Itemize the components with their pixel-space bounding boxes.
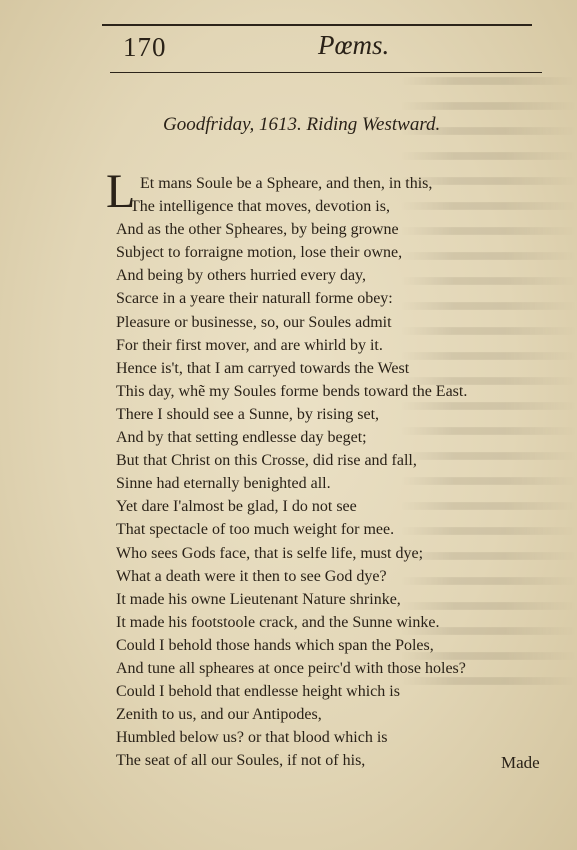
poem-line: And by that setting endlesse day beget; [116, 429, 367, 447]
poem-line: Could I behold those hands which span the Poles, [116, 636, 434, 654]
poem-line: Zenith to us, and our Antipodes, [116, 706, 322, 724]
poem-line: It made his footstoole crack, and the Sunne winke. [116, 613, 440, 631]
poem-line: There I should see a Sunne, by rising set, [116, 405, 380, 423]
poem-line: What a death were it then to see God dye? [116, 567, 387, 585]
poem-line: Sinne had eternally benighted all. [116, 475, 331, 493]
poem-line: And being by others hurried every day, [116, 267, 366, 285]
poem-line: The intelligence that moves, devotion is, [130, 198, 390, 216]
poem-line: For their first mover, and are whirld by it. [116, 336, 383, 354]
poem-line: Could I behold that endlesse height which is [116, 683, 400, 701]
top-rule [102, 24, 532, 26]
poem-line: It made his owne Lieutenant Nature shrinke, [116, 590, 401, 608]
poem-lines [116, 172, 556, 772]
poem-line: And tune all spheares at once peirc'd with those holes? [116, 659, 466, 677]
poem-line: Yet dare I'almost be glad, I do not see [116, 498, 357, 516]
running-title: Pœms. [318, 30, 390, 60]
poem-line: This day, whẽ my Soules forme bends toward the East. [116, 382, 468, 400]
poem-line: Et mans Soule be a Spheare, and then, in this, [140, 175, 433, 192]
poem-line: The seat of all our Soules, if not of his, [116, 752, 366, 770]
poem-line: That spectacle of too much weight for mee. [116, 521, 395, 539]
poem-line: Who sees Gods face, that is selfe life, must dye; [116, 544, 424, 562]
header-rule [110, 72, 542, 73]
poem-line: Humbled below us? or that blood which is [116, 729, 388, 747]
poem-line: Subject to forraigne motion, lose their owne, [116, 244, 403, 262]
poem-line: Pleasure or businesse, so, our Soules admit [116, 313, 392, 331]
page-number: 170 [123, 32, 167, 62]
poem-line: But that Christ on this Crosse, did rise and fall, [116, 452, 417, 470]
poem-line: And as the other Spheares, by being growne [116, 221, 399, 239]
catchword: Made [501, 753, 540, 772]
poem-line: Scarce in a yeare their naturall forme obey: [116, 290, 393, 308]
poem-line: Hence is't, that I am carryed towards the West [116, 359, 410, 377]
drop-cap: L [106, 165, 136, 218]
poem-title: Goodfriday, 1613. Riding Westward. [163, 114, 441, 135]
